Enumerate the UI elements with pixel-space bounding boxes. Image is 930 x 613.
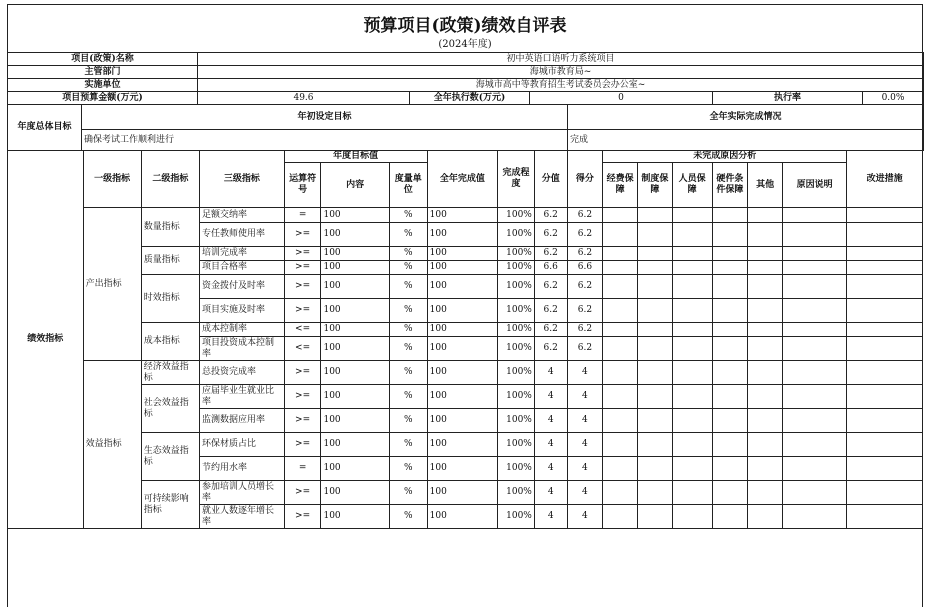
goal-label: 年度总体目标 bbox=[8, 105, 82, 151]
score-cell: 6.2 bbox=[567, 299, 603, 323]
empty-cell bbox=[847, 323, 923, 337]
empty-cell bbox=[847, 208, 923, 223]
empty-cell bbox=[672, 223, 712, 247]
empty-cell bbox=[672, 323, 712, 337]
empty-cell bbox=[603, 433, 638, 457]
score-cell: 4 bbox=[567, 457, 603, 481]
table-row bbox=[8, 385, 923, 409]
degree-cell: 100% bbox=[498, 299, 535, 323]
full-cell: 100 bbox=[427, 361, 497, 385]
full-cell: 100 bbox=[427, 208, 497, 223]
op-cell: >= bbox=[284, 261, 321, 275]
degree-cell: 100% bbox=[498, 481, 535, 505]
value-cell: 6.2 bbox=[534, 337, 567, 361]
value-cell: 6.2 bbox=[534, 275, 567, 299]
l3-cell: 参加培训人员增长率 bbox=[199, 481, 284, 505]
empty-cell bbox=[748, 337, 783, 361]
degree-header: 完成程度 bbox=[498, 151, 535, 208]
empty-cell bbox=[748, 481, 783, 505]
empty-cell bbox=[672, 299, 712, 323]
content-cell: 100 bbox=[321, 385, 389, 409]
score-cell: 4 bbox=[567, 409, 603, 433]
score-cell: 4 bbox=[567, 505, 603, 529]
empty-cell bbox=[847, 275, 923, 299]
empty-cell bbox=[782, 299, 846, 323]
full-cell: 100 bbox=[427, 433, 497, 457]
empty-cell bbox=[637, 275, 672, 299]
content-cell: 100 bbox=[321, 247, 389, 261]
score-header: 得分 bbox=[567, 151, 603, 208]
empty-cell bbox=[748, 323, 783, 337]
content-cell: 100 bbox=[321, 208, 389, 223]
empty-cell bbox=[712, 361, 748, 385]
unit-cell: % bbox=[389, 361, 427, 385]
op-cell: >= bbox=[284, 223, 321, 247]
empty-cell bbox=[847, 433, 923, 457]
empty-cell bbox=[712, 433, 748, 457]
full-cell: 100 bbox=[427, 409, 497, 433]
empty-cell bbox=[637, 361, 672, 385]
content-cell: 100 bbox=[321, 505, 389, 529]
l3-cell: 培训完成率 bbox=[199, 247, 284, 261]
empty-cell bbox=[603, 457, 638, 481]
op-cell: >= bbox=[284, 361, 321, 385]
empty-cell bbox=[637, 247, 672, 261]
empty-cell bbox=[782, 481, 846, 505]
empty-cell bbox=[847, 299, 923, 323]
target-header: 年度目标值 bbox=[284, 151, 427, 163]
score-cell: 4 bbox=[567, 433, 603, 457]
empty-cell bbox=[712, 409, 748, 433]
degree-cell: 100% bbox=[498, 275, 535, 299]
empty-cell bbox=[748, 505, 783, 529]
op-cell: <= bbox=[284, 323, 321, 337]
value-cell: 6.6 bbox=[534, 261, 567, 275]
content-cell: 100 bbox=[321, 481, 389, 505]
op-cell: >= bbox=[284, 433, 321, 457]
degree-cell: 100% bbox=[498, 409, 535, 433]
empty-cell bbox=[637, 323, 672, 337]
empty-cell bbox=[603, 299, 638, 323]
empty-cell bbox=[748, 361, 783, 385]
l2-cell: 数量指标 bbox=[141, 208, 199, 247]
rate-value: 0.0% bbox=[863, 92, 924, 105]
value-cell: 4 bbox=[534, 385, 567, 409]
empty-cell bbox=[672, 361, 712, 385]
evaluation-sheet bbox=[7, 4, 923, 529]
empty-cell bbox=[672, 247, 712, 261]
l2-cell: 可持续影响指标 bbox=[141, 481, 199, 529]
content-cell: 100 bbox=[321, 457, 389, 481]
full-cell: 100 bbox=[427, 247, 497, 261]
empty-cell bbox=[637, 433, 672, 457]
full-cell: 100 bbox=[427, 275, 497, 299]
info-table bbox=[7, 52, 924, 105]
empty-cell bbox=[712, 385, 748, 409]
empty-cell bbox=[847, 481, 923, 505]
score-cell: 6.2 bbox=[567, 323, 603, 337]
value-cell: 6.2 bbox=[534, 223, 567, 247]
score-cell: 6.2 bbox=[567, 208, 603, 223]
empty-cell bbox=[782, 275, 846, 299]
degree-cell: 100% bbox=[498, 208, 535, 223]
reason-fund-header: 经费保障 bbox=[603, 163, 638, 208]
empty-cell bbox=[847, 337, 923, 361]
empty-cell bbox=[637, 208, 672, 223]
l3-cell: 总投资完成率 bbox=[199, 361, 284, 385]
empty-cell bbox=[672, 505, 712, 529]
content-cell: 100 bbox=[321, 361, 389, 385]
empty-cell bbox=[847, 247, 923, 261]
unit-cell: % bbox=[389, 261, 427, 275]
full-cell: 100 bbox=[427, 457, 497, 481]
empty-cell bbox=[712, 505, 748, 529]
empty-cell bbox=[847, 261, 923, 275]
dept-label: 主管部门 bbox=[8, 66, 198, 79]
op-cell: = bbox=[284, 208, 321, 223]
budget-value: 49.6 bbox=[198, 92, 410, 105]
value-cell: 4 bbox=[534, 433, 567, 457]
empty-cell bbox=[603, 223, 638, 247]
empty-cell bbox=[603, 385, 638, 409]
goal-actual-header: 全年实际完成情况 bbox=[568, 105, 924, 130]
unit-cell: % bbox=[389, 409, 427, 433]
op-cell: >= bbox=[284, 505, 321, 529]
degree-cell: 100% bbox=[498, 261, 535, 275]
value-cell: 4 bbox=[534, 481, 567, 505]
empty-cell bbox=[712, 275, 748, 299]
l3-cell: 成本控制率 bbox=[199, 323, 284, 337]
l3-cell: 足额交纳率 bbox=[199, 208, 284, 223]
op-header: 运算符号 bbox=[284, 163, 321, 208]
content-header: 内容 bbox=[321, 163, 389, 208]
goal-actual-text: 完成 bbox=[568, 130, 924, 151]
l1-cell: 产出指标 bbox=[83, 208, 141, 361]
empty-cell bbox=[748, 433, 783, 457]
empty-cell bbox=[748, 409, 783, 433]
full-year-header: 全年完成值 bbox=[427, 151, 497, 208]
op-cell: >= bbox=[284, 481, 321, 505]
l3-cell: 就业人数逐年增长率 bbox=[199, 505, 284, 529]
unit-cell: % bbox=[389, 337, 427, 361]
improve-header: 改进措施 bbox=[847, 151, 923, 208]
empty-cell bbox=[782, 505, 846, 529]
op-cell: >= bbox=[284, 275, 321, 299]
performance-table bbox=[7, 150, 923, 529]
empty-cell bbox=[637, 505, 672, 529]
l3-cell: 资金拨付及时率 bbox=[199, 275, 284, 299]
project-name-value: 初中英语口语听力系统项目 bbox=[198, 53, 924, 66]
value-cell: 4 bbox=[534, 361, 567, 385]
empty-cell bbox=[603, 409, 638, 433]
table-row bbox=[8, 208, 923, 223]
exec-label: 全年执行数(万元) bbox=[410, 92, 530, 105]
budget-label: 项目预算金额(万元) bbox=[8, 92, 198, 105]
unit-cell: % bbox=[389, 247, 427, 261]
l1-cell: 效益指标 bbox=[83, 361, 141, 529]
degree-cell: 100% bbox=[498, 247, 535, 261]
full-cell: 100 bbox=[427, 337, 497, 361]
empty-cell bbox=[712, 223, 748, 247]
goal-set-text: 确保考试工作顺利进行 bbox=[82, 130, 568, 151]
degree-cell: 100% bbox=[498, 361, 535, 385]
empty-cell bbox=[672, 433, 712, 457]
l3-cell: 项目合格率 bbox=[199, 261, 284, 275]
unit-cell: % bbox=[389, 505, 427, 529]
reason-sys-header: 制度保障 bbox=[637, 163, 672, 208]
empty-cell bbox=[672, 261, 712, 275]
score-cell: 6.2 bbox=[567, 275, 603, 299]
l3-cell: 节约用水率 bbox=[199, 457, 284, 481]
l2-cell: 生态效益指标 bbox=[141, 433, 199, 481]
score-value-header: 分值 bbox=[534, 151, 567, 208]
score-cell: 6.6 bbox=[567, 261, 603, 275]
empty-cell bbox=[748, 208, 783, 223]
unit-cell: % bbox=[389, 223, 427, 247]
empty-cell bbox=[748, 261, 783, 275]
empty-cell bbox=[782, 261, 846, 275]
reason-hw-header: 硬件条件保障 bbox=[712, 163, 748, 208]
empty-cell bbox=[748, 457, 783, 481]
empty-cell bbox=[712, 208, 748, 223]
table-row bbox=[8, 247, 923, 261]
value-cell: 6.2 bbox=[534, 323, 567, 337]
l2-cell: 时效指标 bbox=[141, 275, 199, 323]
empty-cell bbox=[672, 409, 712, 433]
empty-cell bbox=[603, 275, 638, 299]
empty-cell bbox=[637, 409, 672, 433]
empty-cell bbox=[637, 261, 672, 275]
empty-cell bbox=[712, 261, 748, 275]
content-cell: 100 bbox=[321, 323, 389, 337]
full-cell: 100 bbox=[427, 299, 497, 323]
empty-cell bbox=[637, 481, 672, 505]
empty-cell bbox=[782, 361, 846, 385]
value-cell: 4 bbox=[534, 409, 567, 433]
l2-cell: 社会效益指标 bbox=[141, 385, 199, 433]
empty-cell bbox=[603, 261, 638, 275]
reasons-header: 未完成原因分析 bbox=[603, 151, 847, 163]
degree-cell: 100% bbox=[498, 457, 535, 481]
empty-cell bbox=[847, 385, 923, 409]
degree-cell: 100% bbox=[498, 433, 535, 457]
empty-cell bbox=[782, 247, 846, 261]
empty-cell bbox=[603, 323, 638, 337]
empty-cell bbox=[847, 409, 923, 433]
op-cell: >= bbox=[284, 299, 321, 323]
full-cell: 100 bbox=[427, 223, 497, 247]
op-cell: = bbox=[284, 457, 321, 481]
empty-cell bbox=[782, 457, 846, 481]
empty-cell bbox=[603, 337, 638, 361]
score-cell: 6.2 bbox=[567, 337, 603, 361]
empty-cell bbox=[672, 337, 712, 361]
sheet-title: 预算项目(政策)绩效自评表 bbox=[363, 16, 567, 36]
empty-cell bbox=[603, 481, 638, 505]
unit-cell: % bbox=[389, 457, 427, 481]
value-cell: 4 bbox=[534, 457, 567, 481]
empty-cell bbox=[748, 385, 783, 409]
table-row bbox=[8, 433, 923, 457]
empty-cell bbox=[782, 337, 846, 361]
l2-cell: 经济效益指标 bbox=[141, 361, 199, 385]
unit-cell: % bbox=[389, 385, 427, 409]
degree-cell: 100% bbox=[498, 385, 535, 409]
l2-cell: 成本指标 bbox=[141, 323, 199, 361]
empty-cell bbox=[637, 223, 672, 247]
unit-cell: % bbox=[389, 275, 427, 299]
score-cell: 6.2 bbox=[567, 223, 603, 247]
empty-cell bbox=[672, 481, 712, 505]
table-row bbox=[8, 275, 923, 299]
empty-cell bbox=[672, 208, 712, 223]
reason-other-header: 其他 bbox=[748, 163, 783, 208]
empty-cell bbox=[712, 337, 748, 361]
sheet-year: (2024年度) bbox=[438, 39, 492, 50]
empty-cell bbox=[782, 409, 846, 433]
table-row bbox=[8, 481, 923, 505]
op-cell: >= bbox=[284, 385, 321, 409]
table-row bbox=[8, 323, 923, 337]
empty-cell bbox=[603, 361, 638, 385]
empty-cell bbox=[672, 275, 712, 299]
empty-cell bbox=[847, 361, 923, 385]
content-cell: 100 bbox=[321, 261, 389, 275]
content-cell: 100 bbox=[321, 337, 389, 361]
value-cell: 6.2 bbox=[534, 299, 567, 323]
unit-cell: % bbox=[389, 433, 427, 457]
l3-cell: 环保材质占比 bbox=[199, 433, 284, 457]
table-row bbox=[8, 361, 923, 385]
empty-cell bbox=[748, 299, 783, 323]
empty-cell bbox=[712, 481, 748, 505]
l3-cell: 监测数据应用率 bbox=[199, 409, 284, 433]
content-cell: 100 bbox=[321, 275, 389, 299]
l1-header: 一级指标 bbox=[83, 151, 141, 208]
l2-cell: 质量指标 bbox=[141, 247, 199, 275]
empty-cell bbox=[637, 337, 672, 361]
empty-cell bbox=[782, 223, 846, 247]
empty-cell bbox=[782, 208, 846, 223]
unit-cell: % bbox=[389, 323, 427, 337]
impl-value: 海城市高中等教育招生考试委员会办公室~ bbox=[198, 79, 924, 92]
empty-cell bbox=[782, 433, 846, 457]
full-cell: 100 bbox=[427, 481, 497, 505]
score-cell: 4 bbox=[567, 361, 603, 385]
empty-cell bbox=[782, 323, 846, 337]
degree-cell: 100% bbox=[498, 323, 535, 337]
score-cell: 6.2 bbox=[567, 247, 603, 261]
empty-cell bbox=[672, 457, 712, 481]
content-cell: 100 bbox=[321, 409, 389, 433]
l2-header: 二级指标 bbox=[141, 151, 199, 208]
l3-cell: 项目投资成本控制率 bbox=[199, 337, 284, 361]
value-cell: 6.2 bbox=[534, 247, 567, 261]
unit-header: 度量单位 bbox=[389, 163, 427, 208]
l3-cell: 应届毕业生就业比率 bbox=[199, 385, 284, 409]
perf-label: 绩效指标 bbox=[8, 151, 84, 529]
l3-cell: 项目实施及时率 bbox=[199, 299, 284, 323]
l3-cell: 专任教师使用率 bbox=[199, 223, 284, 247]
reason-staff-header: 人员保障 bbox=[672, 163, 712, 208]
empty-cell bbox=[847, 505, 923, 529]
empty-cell bbox=[748, 223, 783, 247]
op-cell: <= bbox=[284, 337, 321, 361]
empty-cell bbox=[847, 457, 923, 481]
op-cell: >= bbox=[284, 409, 321, 433]
full-cell: 100 bbox=[427, 323, 497, 337]
empty-cell bbox=[712, 457, 748, 481]
degree-cell: 100% bbox=[498, 223, 535, 247]
full-cell: 100 bbox=[427, 385, 497, 409]
value-cell: 6.2 bbox=[534, 208, 567, 223]
empty-cell bbox=[712, 299, 748, 323]
reason-desc-header: 原因说明 bbox=[782, 163, 846, 208]
empty-cell bbox=[782, 385, 846, 409]
dept-value: 海城市教育局~ bbox=[198, 66, 924, 79]
empty-cell bbox=[603, 247, 638, 261]
rate-label: 执行率 bbox=[713, 92, 863, 105]
l3-header: 三级指标 bbox=[199, 151, 284, 208]
empty-cell bbox=[847, 223, 923, 247]
empty-cell bbox=[603, 208, 638, 223]
full-cell: 100 bbox=[427, 505, 497, 529]
empty-cell bbox=[712, 247, 748, 261]
full-cell: 100 bbox=[427, 261, 497, 275]
score-cell: 4 bbox=[567, 481, 603, 505]
goal-set-header: 年初设定目标 bbox=[82, 105, 568, 130]
degree-cell: 100% bbox=[498, 337, 535, 361]
content-cell: 100 bbox=[321, 433, 389, 457]
empty-cell bbox=[637, 299, 672, 323]
project-name-label: 项目(政策)名称 bbox=[8, 53, 198, 66]
value-cell: 4 bbox=[534, 505, 567, 529]
degree-cell: 100% bbox=[498, 505, 535, 529]
empty-cell bbox=[748, 275, 783, 299]
op-cell: >= bbox=[284, 247, 321, 261]
empty-cell bbox=[637, 385, 672, 409]
empty-cell bbox=[603, 505, 638, 529]
goal-table bbox=[7, 104, 924, 151]
empty-cell bbox=[748, 247, 783, 261]
score-cell: 4 bbox=[567, 385, 603, 409]
unit-cell: % bbox=[389, 481, 427, 505]
exec-value: 0 bbox=[530, 92, 713, 105]
empty-cell bbox=[712, 323, 748, 337]
impl-label: 实施单位 bbox=[8, 79, 198, 92]
unit-cell: % bbox=[389, 208, 427, 223]
empty-cell bbox=[672, 385, 712, 409]
content-cell: 100 bbox=[321, 223, 389, 247]
empty-cell bbox=[637, 457, 672, 481]
content-cell: 100 bbox=[321, 299, 389, 323]
unit-cell: % bbox=[389, 299, 427, 323]
